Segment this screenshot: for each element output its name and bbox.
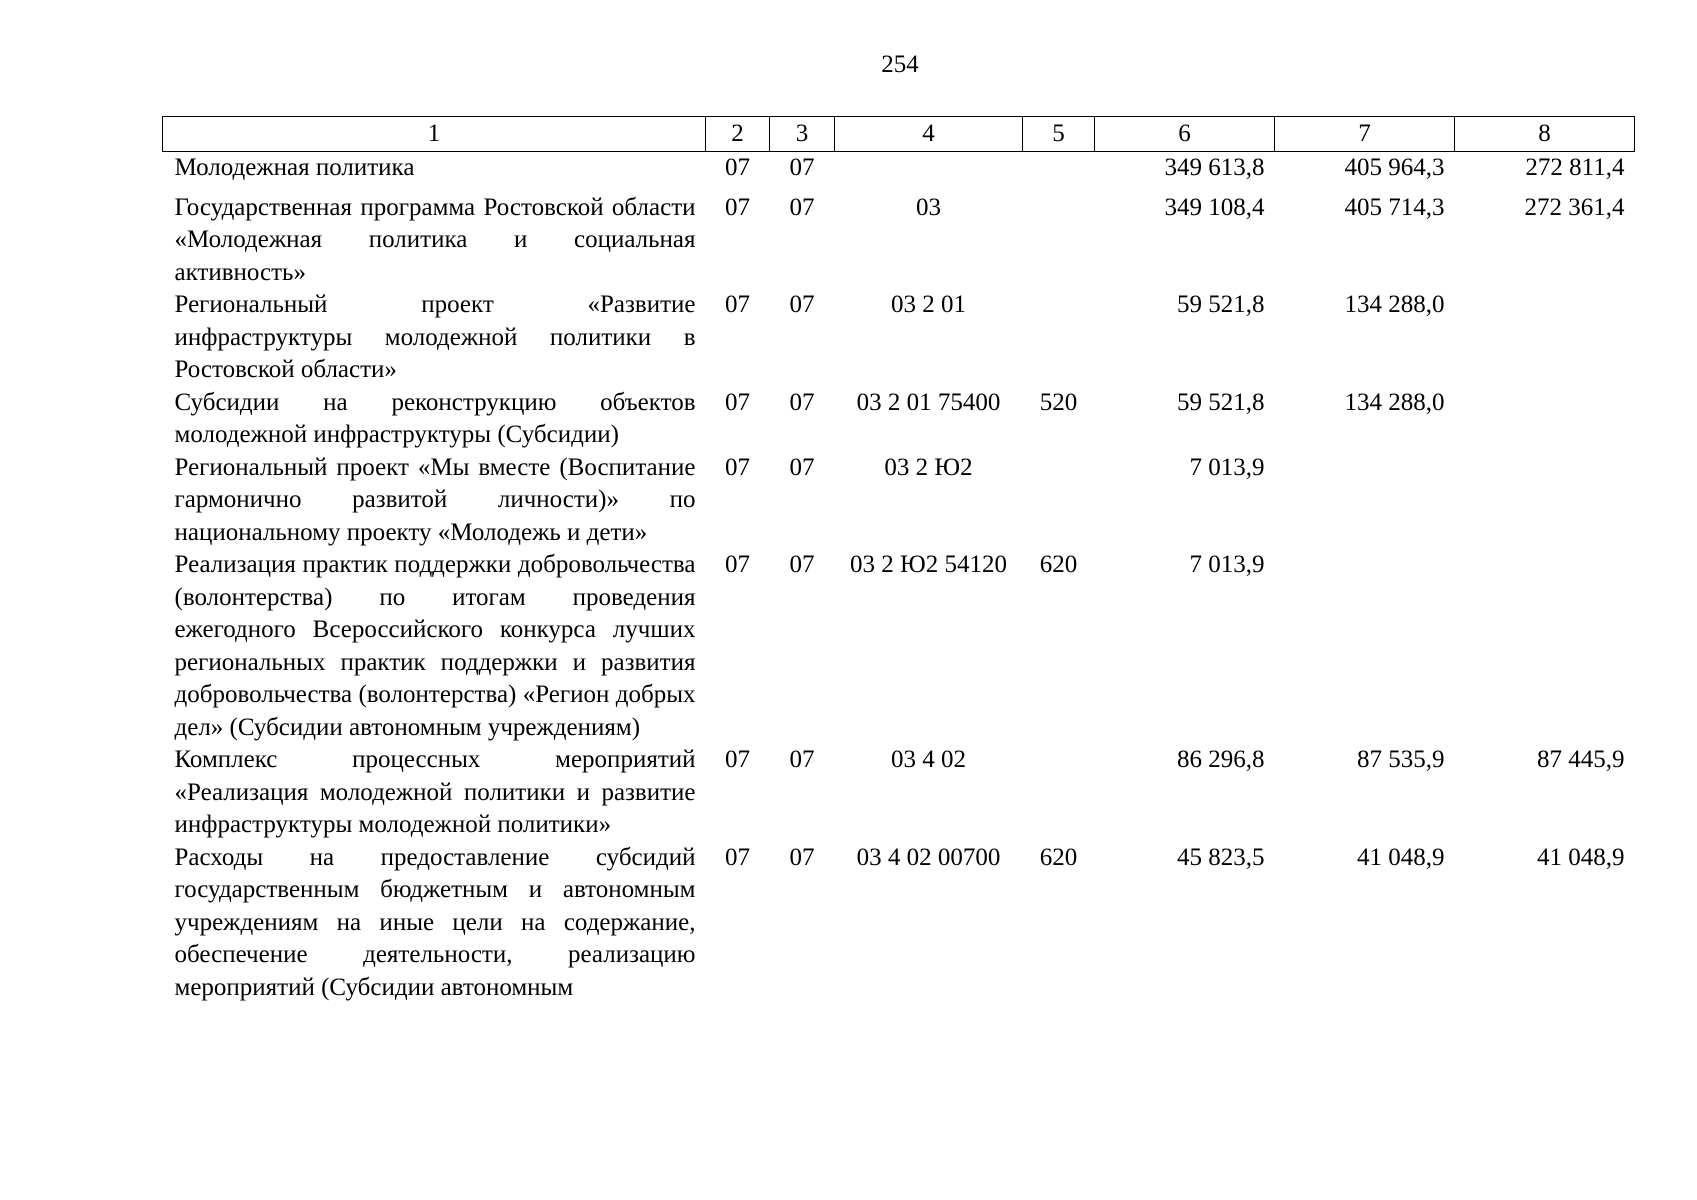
row-amount-8 (1455, 289, 1635, 387)
row-amount-6: 349 108,4 (1164, 193, 1265, 221)
row-subsection: 07 (789, 193, 815, 221)
row-amount-6: 7 013,9 (1189, 551, 1265, 578)
row-expense-type: 520 (1039, 388, 1078, 416)
row-section: 07 (725, 453, 750, 481)
row-expense-type (1023, 289, 1095, 387)
row-amount-8: 87 445,9 (1537, 746, 1625, 773)
page-number: 254 (881, 51, 919, 78)
table-row (163, 185, 1635, 290)
table-body (163, 152, 1635, 1005)
row-amount-8: 272 811,4 (1525, 154, 1625, 181)
table-row (163, 549, 1635, 744)
table-row (163, 744, 1635, 842)
row-amount-6: 59 521,8 (1177, 291, 1265, 318)
row-section: 07 (725, 746, 750, 773)
row-name: Комплекс процессных мероприятий «Реализация молодежной политики и развитие инфраструктуры молодежной политики» (174, 746, 696, 838)
row-name: Региональный проект «Мы вместе (Воспитание гармонично развитой личности)» по национальному проекту «Молодежь и дети» (174, 453, 696, 546)
table-row (163, 289, 1635, 387)
row-subsection: 07 (789, 388, 815, 416)
row-subsection: 07 (789, 453, 815, 481)
row-subsection: 07 (789, 843, 815, 871)
row-target-code: 03 4 02 (891, 746, 966, 773)
row-name: Реализация практик поддержки добровольчества (волонтерства) по итогам проведения ежегодного Всероссийского конкурса лучших региональных практик поддержки и развития добровольчества (волонтерства) «Регион добрых дел» (Субсидии автономным учреждениям) (174, 551, 696, 741)
row-amount-6: 59 521,8 (1177, 388, 1265, 416)
row-expense-type (1023, 452, 1095, 550)
row-amount-8 (1455, 387, 1635, 452)
row-amount-7 (1275, 549, 1455, 744)
row-amount-7: 134 288,0 (1344, 291, 1445, 318)
row-name: Региональный проект «Развитие инфраструктуры молодежной политики в Ростовской области» (174, 291, 696, 383)
row-amount-6: 349 613,8 (1164, 154, 1265, 181)
row-section: 07 (725, 193, 750, 221)
row-amount-7: 87 535,9 (1357, 746, 1445, 773)
row-amount-8: 272 361,4 (1524, 193, 1625, 221)
row-subsection: 07 (789, 746, 815, 773)
row-section: 07 (725, 291, 750, 318)
row-subsection: 07 (789, 154, 815, 181)
column-header-5: 5 (1023, 117, 1095, 152)
table-row (163, 387, 1635, 452)
column-header-2: 2 (706, 117, 770, 152)
row-section: 07 (725, 843, 750, 871)
row-amount-8: 41 048,9 (1537, 843, 1625, 871)
row-name: Субсидии на реконструкцию объектов молодежной инфраструктуры (Субсидии) (174, 388, 696, 448)
column-header-7: 7 (1275, 117, 1455, 152)
row-target-code (835, 152, 1023, 185)
column-header-6: 6 (1095, 117, 1275, 152)
row-target-code: 03 2 Ю2 (884, 453, 973, 481)
row-name: Расходы на предоставление субсидий государственным бюджетным и автономным учреждениям на иные цели на содержание, обеспечение деятельности, реализацию мероприятий (Субсидии автономным (174, 843, 696, 1001)
row-section: 07 (725, 388, 750, 416)
row-amount-6: 7 013,9 (1189, 453, 1265, 481)
row-target-code: 03 2 01 75400 (856, 388, 1001, 416)
row-amount-7: 405 714,3 (1344, 193, 1445, 221)
column-header-1: 1 (163, 117, 706, 152)
column-header-4: 4 (835, 117, 1023, 152)
row-amount-7: 405 964,3 (1344, 154, 1445, 181)
row-expense-type (1023, 744, 1095, 842)
row-target-code: 03 4 02 00700 (856, 843, 1001, 871)
row-expense-type: 620 (1039, 551, 1078, 578)
row-expense-type: 620 (1039, 843, 1078, 871)
table-row (163, 452, 1635, 550)
row-name: Молодежная политика (174, 154, 415, 181)
table-header (163, 117, 1635, 152)
budget-table (162, 116, 1635, 1004)
table-row (163, 152, 1635, 185)
row-amount-6: 86 296,8 (1177, 746, 1265, 773)
row-amount-7 (1275, 452, 1455, 550)
row-subsection: 07 (789, 551, 815, 578)
column-header-3: 3 (770, 117, 835, 152)
row-target-code: 03 (916, 193, 941, 221)
row-amount-8 (1455, 549, 1635, 744)
column-header-8: 8 (1455, 117, 1635, 152)
header-row (163, 117, 1635, 152)
row-name: Государственная программа Ростовской области «Молодежная политика и социальная активность» (174, 193, 696, 286)
row-expense-type (1023, 185, 1095, 290)
row-amount-7: 134 288,0 (1344, 388, 1445, 416)
row-section: 07 (725, 154, 750, 181)
row-amount-8 (1455, 452, 1635, 550)
row-subsection: 07 (789, 291, 815, 318)
table-row (163, 842, 1635, 1005)
row-expense-type (1023, 152, 1095, 185)
row-amount-7: 41 048,9 (1357, 843, 1445, 871)
row-target-code: 03 2 Ю2 54120 (850, 551, 1007, 578)
row-section: 07 (725, 551, 750, 578)
row-amount-6: 45 823,5 (1177, 843, 1265, 871)
row-target-code: 03 2 01 (891, 291, 966, 318)
